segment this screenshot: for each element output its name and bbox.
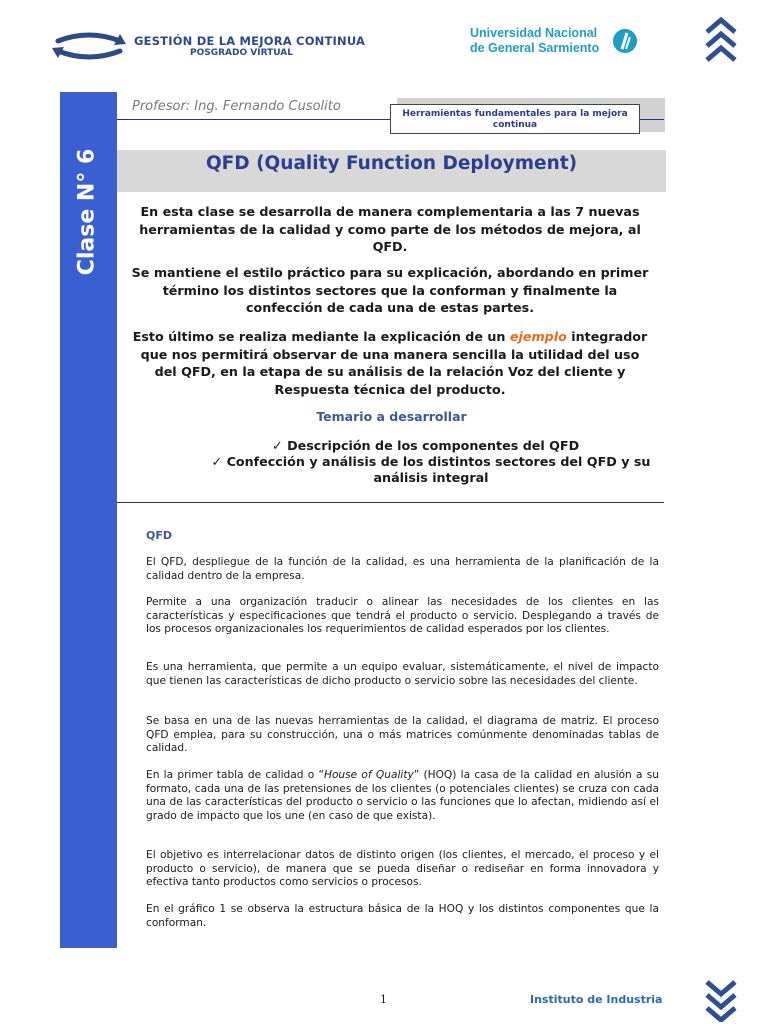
body-p5-end: ” (HOQ) la casa de la calidad en alusión a su formato, cada una de las pretensiones de los clientes (o potenciales clientes) se cruza con cada una de las características del producto o servicio o las funciones que lo afectan, midiendo así el grado de impacto que los une (en caso de que exista). [146, 769, 660, 822]
intro-paragraph-3 [130, 328, 650, 398]
chevron-up-icon [704, 16, 738, 64]
house-of-quality-term: House of Quality [323, 769, 414, 781]
intro-paragraph-2: Se mantiene el estilo práctico para su explicación, abordando en primer término los distintos sectores que la conforman y finalmente la confección de cada una de estas partes. [131, 265, 649, 315]
intro-divider [117, 502, 664, 503]
intro-p3-start: Esto último se realiza mediante la explicación de un [132, 329, 510, 344]
body-p5-start: En la primer tabla de calidad o “ [146, 769, 324, 781]
ungs-emblem-icon [612, 28, 638, 54]
body-paragraph: El QFD, despliegue de la función de la calidad, es una herramienta de la planificación de la calidad dentro de la empresa. [146, 556, 659, 582]
ungs-line-2: de General Sarmiento [470, 41, 600, 55]
body-paragraph: En el gráfico 1 se observa la estructura básica de la HOQ y los distintos componentes que la conforman. [146, 903, 659, 929]
body-paragraph: Es una herramienta, que permite a un equipo evaluar, sistemáticamente, el nivel de impacto que tienen las características de dicho producto o servicio sobre las necesidades del cliente. [146, 661, 659, 687]
temario-title: Temario a desarrollar [316, 409, 467, 424]
temario-item [206, 454, 656, 486]
logo-title: GESTIÓN DE LA MEJORA CONTINUA [134, 34, 366, 48]
temario-item [272, 438, 579, 454]
header-logo-left [50, 28, 366, 68]
body-paragraph [146, 769, 659, 823]
temario-item-text: Confección y análisis de los distintos sectores del QFD y su análisis integral [226, 454, 651, 485]
intro-paragraph-1: En esta clase se desarrolla de manera complementaria a las 7 nuevas herramientas de la calidad y como parte de los métodos de mejora, al QFD. [139, 204, 641, 254]
intro-highlight-ejemplo: ejemplo [509, 329, 567, 344]
footer-institute: Instituto de Industria [530, 993, 663, 1006]
ungs-line-1: Universidad Nacional [470, 26, 598, 40]
page-title: QFD (Quality Function Deployment) [205, 153, 578, 174]
checkmark-icon: ✓ [272, 438, 288, 453]
body-paragraph: Permite a una organización traducir o alinear las necesidades de los clientes en las características y especificaciones que tendrá el producto o servicio. Desplegando a través de los procesos organizacionales los requerimientos de calidad esperados por los clientes. [146, 596, 659, 636]
professor-name: Profesor: Ing. Fernando Cusolito [132, 99, 341, 114]
section-title: QFD [146, 529, 172, 542]
circular-arrows-icon [50, 32, 128, 60]
page-number: 1 [380, 993, 387, 1006]
temario-item-text: Descripción de los componentes del QFD [287, 438, 580, 453]
header-logo-ungs [470, 26, 670, 62]
body-paragraph: Se basa en una de las nuevas herramientas de la calidad, el diagrama de matriz. El proceso QFD emplea, para su construcción, una o más matrices comúnmente denominadas tablas de calidad. [146, 715, 659, 755]
logo-subtitle: POSGRADO VIRTUAL [190, 48, 293, 58]
body-paragraph: El objetivo es interrelacionar datos de distinto origen (los clientes, el mercado, el proceso y el producto o servicio), de manera que se pueda diseñar o rediseñar en forma innovadora y efectiva tanto productos como servicios o procesos. [146, 849, 659, 889]
chevron-down-icon [704, 978, 738, 1022]
checkmark-icon: ✓ [211, 454, 227, 469]
intro-p3-end: integrador que nos permitirá observar de una manera sencilla la utilidad del uso del QFD, en la etapa de su análisis de la relación Voz del cliente y Respuesta técnica del producto. [140, 329, 648, 397]
sidebar-clase-label: Clase N° 6 [74, 148, 100, 276]
herramientas-box: Herramientas fundamentales para la mejora continua [390, 104, 640, 134]
